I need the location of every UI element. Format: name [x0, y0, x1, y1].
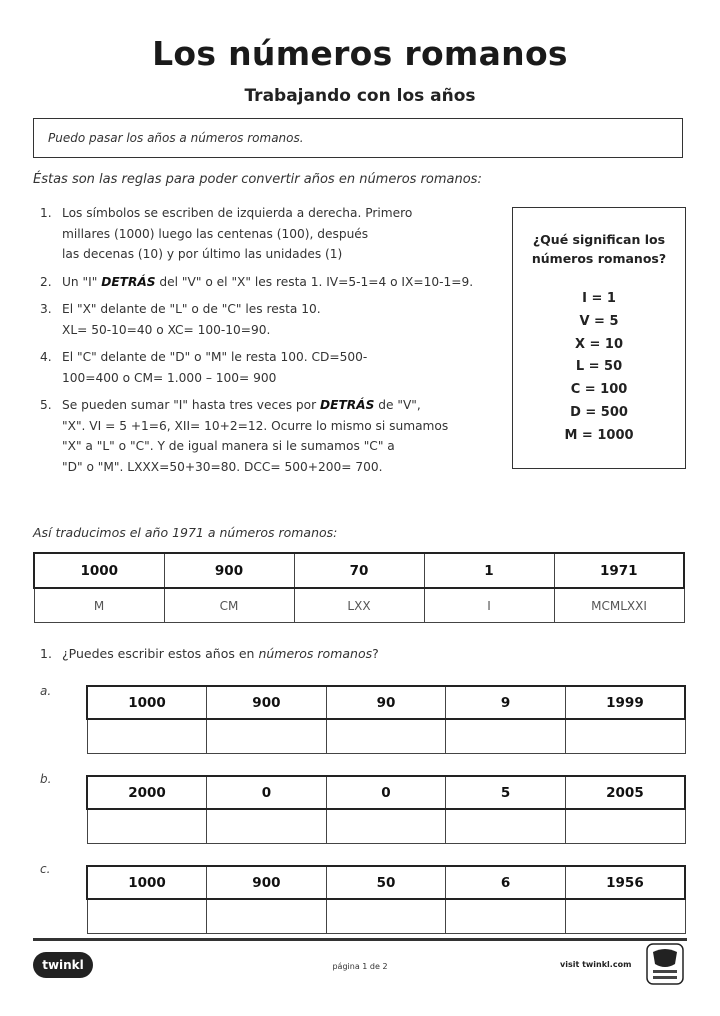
rule-number: 2.: [40, 274, 52, 289]
example-body-cell: CM: [164, 588, 294, 623]
answer-cell[interactable]: [565, 809, 685, 844]
exercise-head-cell: 900: [207, 686, 327, 719]
rule-text: [62, 203, 510, 265]
translate-label: Así traducimos el año 1971 a números romanos:: [33, 525, 338, 540]
example-head-cell: 1971: [554, 553, 684, 588]
exercise-head-cell: 1956: [565, 866, 685, 899]
exercise-table-c: [86, 865, 686, 934]
rule-text: [62, 272, 510, 293]
numeral-value: M = 1000: [564, 427, 634, 443]
rule-item: [40, 272, 510, 293]
answer-cell[interactable]: [326, 809, 446, 844]
answer-cell[interactable]: [326, 899, 446, 934]
rule-number: 3.: [40, 302, 52, 316]
answer-cell[interactable]: [87, 809, 207, 844]
page-number: página 1 de 2: [332, 962, 388, 971]
numeral-value: D = 500: [570, 404, 628, 420]
rule-item: [40, 299, 510, 340]
answer-cell[interactable]: [87, 719, 207, 754]
exercise-answer-row: [87, 719, 685, 754]
rule-item: [40, 203, 510, 265]
example-body-cell: LXX: [294, 588, 424, 623]
exercise-head-cell: 2005: [565, 776, 685, 809]
question-1: [40, 646, 379, 661]
answer-cell[interactable]: [446, 809, 566, 844]
question-number: 1.: [40, 646, 52, 661]
example-head-cell: 900: [164, 553, 294, 588]
rule-text-part: Un "I": [62, 274, 102, 289]
answer-cell[interactable]: [446, 719, 566, 754]
example-head-cell: 70: [294, 553, 424, 588]
example-body-cell: MCMLXXI: [554, 588, 684, 623]
example-body-cell: I: [424, 588, 554, 623]
meaning-title: ¿Qué significan los números romanos?: [531, 232, 667, 266]
exercise-head-cell: 2000: [87, 776, 207, 809]
answer-cell[interactable]: [326, 719, 446, 754]
twinkl-logo[interactable]: twinkl: [33, 952, 93, 978]
exercise-head-cell: 6: [446, 866, 566, 899]
answer-cell[interactable]: [87, 899, 207, 934]
exercise-answer-row: [87, 899, 685, 934]
page-title: Los números romanos: [152, 34, 568, 73]
numeral-value: L = 50: [575, 359, 623, 375]
rule-text-part: Los símbolos se escriben de izquierda a derecha. Primero millares (1000) luego las centenas (100), después las decenas (10) y por último las unidades (1): [62, 206, 413, 261]
numeral-value: X = 10: [574, 336, 624, 352]
rule-emphasis: DETRÁS: [320, 398, 375, 412]
objective-box: Puedo pasar los años a números romanos.: [33, 118, 683, 158]
exercise-letter-a: a.: [40, 684, 52, 698]
example-body-cell: M: [34, 588, 164, 623]
answer-cell[interactable]: [446, 899, 566, 934]
exercise-head-cell: 1000: [87, 686, 207, 719]
numeral-value: V = 5: [579, 313, 619, 329]
rule-emphasis: DETRÁS: [101, 274, 156, 289]
exercise-head-cell: 5: [446, 776, 566, 809]
rule-text-part: El "C" delante de "D" o "M" le resta 100. CD=500- 100=400 o CM= 1.000 – 100= 900: [62, 350, 368, 385]
exercise-letter-b: b.: [40, 772, 52, 786]
exercise-head-row: [87, 776, 685, 809]
answer-cell[interactable]: [565, 899, 685, 934]
answer-cell[interactable]: [565, 719, 685, 754]
rule-item: [40, 395, 510, 477]
rule-text: [62, 299, 510, 340]
exercise-head-cell: 0: [326, 776, 446, 809]
exercise-table-b: [86, 775, 686, 844]
rule-text-part: El "X" delante de "L" o de "C" les resta 10. XL= 50-10=40 o XC= 100-10=90.: [62, 302, 321, 337]
question-text-a: ¿Puedes escribir estos años en: [62, 646, 259, 661]
meaning-box: [512, 207, 686, 469]
numeral-value: I = 1: [582, 291, 616, 306]
example-table: [33, 552, 685, 623]
exercise-answer-row: [87, 809, 685, 844]
exercise-letter-c: c.: [40, 862, 51, 876]
page-subtitle: Trabajando con los años: [244, 86, 476, 106]
exercise-head-cell: 0: [207, 776, 327, 809]
visit-link[interactable]: visit twinkl.com: [560, 960, 632, 969]
answer-cell[interactable]: [207, 899, 327, 934]
example-head-cell: 1: [424, 553, 554, 588]
answer-cell[interactable]: [207, 809, 327, 844]
rule-text-part: de "V", "X". VI = 5 +1=6, XII= 10+2=12. Ocurre lo mismo si sumamos "X" a "L" o "C". Y de igual manera si le sumamos "C" a "D" o "M". LXXX=50+30=80. DCC= 500+200= 700.: [62, 398, 449, 474]
rule-text-part: del "V" o el "X" les resta 1. IV=5-1=4 o IX=10-1=9.: [155, 274, 474, 289]
example-head-cell: 1000: [34, 553, 164, 588]
exercise-table-a: [86, 685, 686, 754]
rule-text: [62, 347, 510, 388]
rules-list: [40, 203, 510, 484]
meaning-list: [513, 288, 685, 448]
example-body-row: [34, 588, 684, 623]
exercise-head-cell: 90: [326, 686, 446, 719]
exercise-head-row: [87, 686, 685, 719]
rule-text-part: Se pueden sumar "I" hasta tres veces por: [62, 398, 320, 412]
exercise-head-cell: 1000: [87, 866, 207, 899]
quality-badge-icon: [645, 942, 685, 986]
exercise-head-row: [87, 866, 685, 899]
rule-item: [40, 347, 510, 388]
question-text-b: números romanos: [258, 646, 373, 661]
question-text-c: ?: [372, 646, 379, 661]
exercise-head-cell: 1999: [565, 686, 685, 719]
exercise-head-cell: 50: [326, 866, 446, 899]
example-head-row: [34, 553, 684, 588]
rule-text: [62, 395, 510, 477]
rule-number: 1.: [40, 206, 52, 220]
exercise-head-cell: 9: [446, 686, 566, 719]
numeral-value: C = 100: [570, 382, 628, 398]
intro-text: Éstas son las reglas para poder convertir años en números romanos:: [33, 172, 482, 187]
rule-number: 4.: [40, 350, 52, 364]
answer-cell[interactable]: [207, 719, 327, 754]
rule-number: 5.: [40, 398, 52, 412]
footer-divider: [33, 938, 687, 941]
exercise-head-cell: 900: [207, 866, 327, 899]
